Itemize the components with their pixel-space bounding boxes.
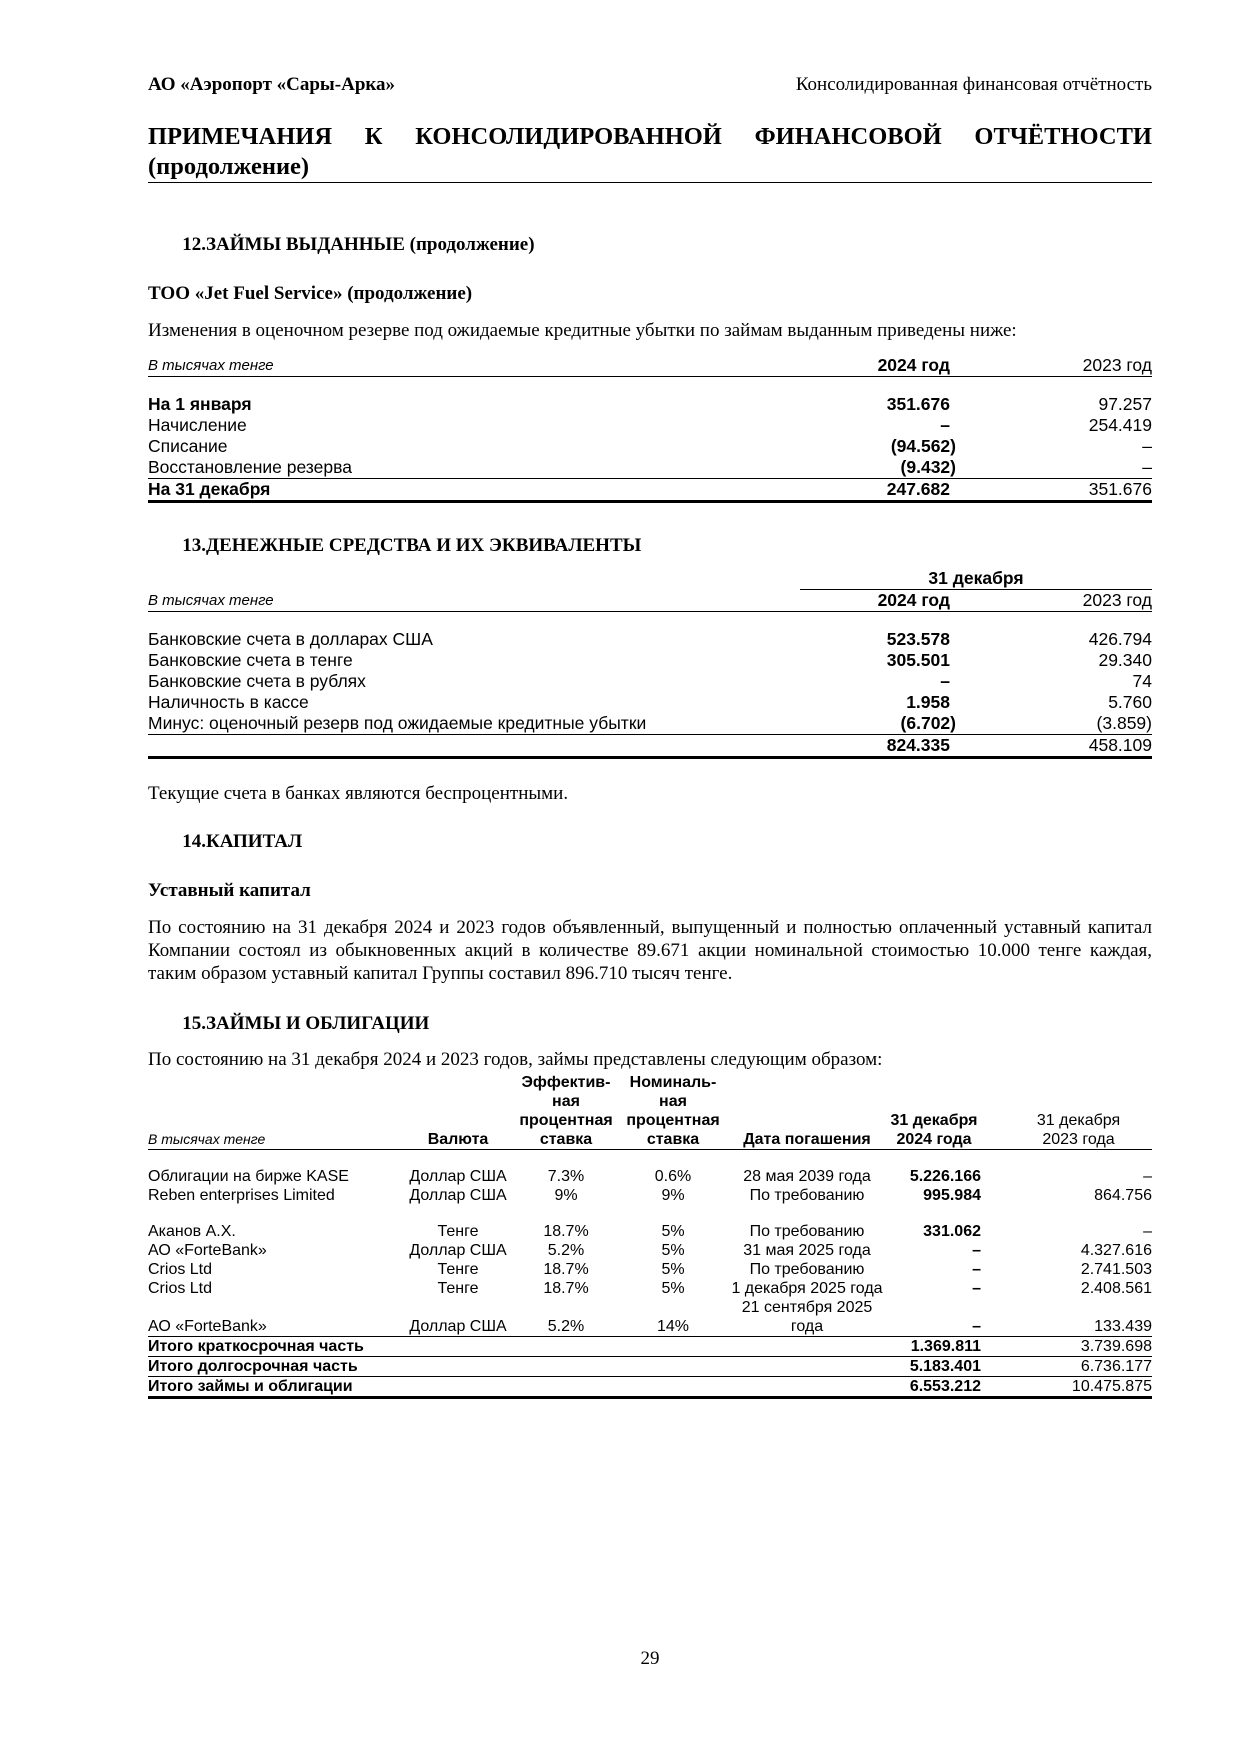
table-row: Наличность в кассе 1.958 5.760 (148, 692, 1152, 712)
unit-label: В тысячах тенге (148, 1073, 403, 1150)
section-15-number: 15. (182, 1013, 206, 1034)
col-2024: 2024 год (788, 354, 968, 377)
section-12-subtitle: ТОО «Jet Fuel Service» (продолжение) (148, 283, 473, 304)
section-14-text: По состоянию на 31 декабря 2024 и 2023 годов объявленный, выпущенный и полностью оплаченный уставный капитал Компании состоял из обыкновенных акций в количестве 89.671 акции номинальной стоимостью 10.000 тенге каждая, таким образом уставный капитал Группы составил 896.710 тысяч тенге. (148, 917, 1152, 984)
section-12-number: 12. (182, 234, 206, 255)
section-13-note: Текущие счета в банках являются беспроцентными. (148, 783, 569, 804)
page-number: 29 (640, 1648, 660, 1669)
col-2023: 31 декабря 2023 года (1005, 1073, 1152, 1150)
table-row: Начисление – 254.419 (148, 415, 1152, 435)
table-row: Crios Ltd Тенге 18.7% 5% По требованию – 2.741.503 (148, 1261, 1152, 1278)
table-total-row: На 31 декабря 247.682 351.676 (148, 479, 1152, 502)
section-13-number: 13. (182, 535, 206, 556)
table-row: Crios Ltd Тенге 18.7% 5% 1 декабря 2025 года – 2.408.561 (148, 1280, 1152, 1297)
section-12-intro: Изменения в оценочном резерве под ожидаемые кредитные убытки по займам выданным приведены ниже: (148, 320, 1017, 341)
table-total-row: 824.335 458.109 (148, 735, 1152, 758)
allowance-table (148, 354, 1152, 503)
table-row: АО «ForteBank» Доллар США 5.2% 14% 21 сентября 2025 года – 133.439 (148, 1299, 1152, 1335)
table-header-row (148, 590, 1152, 612)
page-title (148, 122, 1152, 182)
section-12-title: ЗАЙМЫ ВЫДАННЫЕ (продолжение) (206, 234, 535, 255)
page-title-line1: ПРИМЕЧАНИЯ К КОНСОЛИДИРОВАННОЙ ФИНАНСОВОЙ ОТЧЁТНОСТИ (148, 123, 1152, 150)
table-row: Списание (94.562) – (148, 436, 1152, 456)
table-row: Банковские счета в тенге 305.501 29.340 (148, 650, 1152, 670)
table-total-row: Итого долгосрочная часть 5.183.401 6.736.177 (148, 1358, 1152, 1375)
title-divider (148, 182, 1152, 183)
section-14-heading (148, 831, 302, 853)
col-2023: 2023 год (968, 354, 1152, 377)
table-row: АО «ForteBank» Доллар США 5.2% 5% 31 мая 2025 года – 4.327.616 (148, 1242, 1152, 1259)
col-2024: 31 декабря 2024 года (887, 1073, 1005, 1150)
table-total-row: Итого краткосрочная часть 1.369.811 3.739.698 (148, 1338, 1152, 1355)
table-row: Облигации на бирже KASE Доллар США 7.3% 0.6% 28 мая 2039 года 5.226.166 – (148, 1168, 1152, 1185)
section-15-title: ЗАЙМЫ И ОБЛИГАЦИИ (206, 1013, 430, 1034)
unit-label: В тысячах тенге (148, 590, 800, 612)
table-header-row (148, 354, 1152, 377)
section-12-heading (148, 234, 535, 256)
unit-label: В тысячах тенге (148, 354, 788, 377)
section-14-number: 14. (182, 831, 206, 852)
col-effective-rate: Эффектив- ная процентная ставка (513, 1073, 619, 1150)
company-name: АО «Аэропорт «Сары-Арка» (148, 74, 396, 95)
col-maturity: Дата погашения (727, 1073, 887, 1150)
table-row: Аканов А.Х. Тенге 18.7% 5% По требованию 331.062 – (148, 1223, 1152, 1240)
page-title-line2: (продолжение) (148, 153, 310, 180)
table-row: Банковские счета в рублях – 74 (148, 671, 1152, 691)
col-nominal-rate: Номиналь- ная процентная ставка (619, 1073, 727, 1150)
col-2023: 2023 год (968, 590, 1152, 612)
group-label: 31 декабря (800, 568, 1152, 590)
table-header-row (148, 1073, 1152, 1150)
section-15-intro: По состоянию на 31 декабря 2024 и 2023 годов, займы представлены следующим образом: (148, 1049, 883, 1070)
col-2024: 2024 год (800, 590, 968, 612)
cash-table (148, 568, 1152, 759)
table-total-row: Итого займы и облигации 6.553.212 10.475.875 (148, 1377, 1152, 1398)
table-row: Восстановление резерва (9.432) – (148, 457, 1152, 477)
table-row: На 1 января 351.676 97.257 (148, 394, 1152, 414)
loans-table (148, 1073, 1152, 1399)
document-type: Консолидированная финансовая отчётность (795, 74, 1152, 95)
table-row: Минус: оценочный резерв под ожидаемые кредитные убытки (6.702) (3.859) (148, 713, 1152, 733)
table-row: Банковские счета в долларах США 523.578 426.794 (148, 629, 1152, 649)
table-group-header (148, 568, 1152, 590)
section-14-subtitle: Уставный капитал (148, 880, 311, 901)
section-13-heading (148, 535, 641, 557)
table-row: Reben enterprises Limited Доллар США 9% 9% По требованию 995.984 864.756 (148, 1187, 1152, 1204)
section-15-heading (148, 1013, 429, 1035)
section-13-title: ДЕНЕЖНЫЕ СРЕДСТВА И ИХ ЭКВИВАЛЕНТЫ (206, 535, 642, 556)
col-currency: Валюта (403, 1073, 513, 1150)
section-14-title: КАПИТАЛ (206, 831, 303, 852)
